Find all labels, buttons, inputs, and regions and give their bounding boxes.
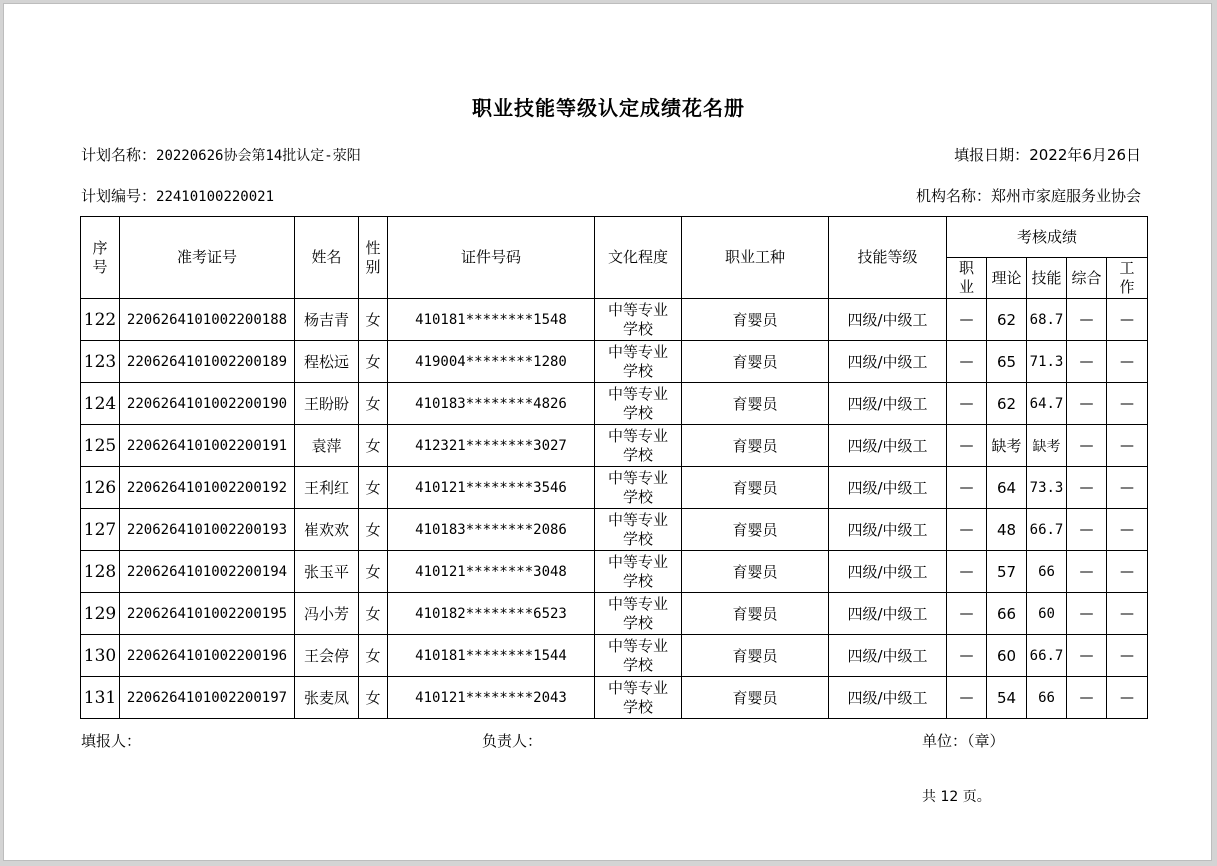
- row-id-no: 410183********2086: [388, 509, 595, 551]
- row-skill-level: 四级/中级工: [829, 509, 947, 551]
- table-row: [81, 593, 1148, 635]
- row-score-vocational: —: [947, 551, 987, 593]
- table-row: [81, 677, 1148, 719]
- report-date-label: 填报日期：: [954, 146, 1030, 164]
- row-name: 袁萍: [295, 425, 359, 467]
- row-id-no: 410181********1544: [388, 635, 595, 677]
- row-seq: 122: [81, 299, 120, 341]
- row-score-work: —: [1107, 341, 1148, 383]
- plan-name: [81, 144, 361, 165]
- table-row: [81, 635, 1148, 677]
- header-score-skill: 技能: [1027, 258, 1067, 299]
- row-id-no: 410181********1548: [388, 299, 595, 341]
- footer-filler: 填报人：: [81, 732, 142, 750]
- row-id-no: 412321********3027: [388, 425, 595, 467]
- row-score-work: —: [1107, 509, 1148, 551]
- row-seq: 123: [81, 341, 120, 383]
- report-page: [3, 3, 1212, 861]
- row-gender: 女: [359, 635, 388, 677]
- row-occupation: 育婴员: [682, 509, 829, 551]
- row-occupation: 育婴员: [682, 383, 829, 425]
- row-occupation: 育婴员: [682, 467, 829, 509]
- row-id-no: 410183********4826: [388, 383, 595, 425]
- row-score-skill: 66: [1027, 677, 1067, 719]
- row-name: 杨吉青: [295, 299, 359, 341]
- education-text: 中等专业学校: [607, 300, 668, 338]
- score-table: [80, 216, 1148, 719]
- education-text: 中等专业学校: [607, 678, 668, 716]
- education-text: 中等专业学校: [607, 342, 668, 380]
- row-gender: 女: [359, 299, 388, 341]
- table-body: [81, 299, 1148, 719]
- table-row: [81, 509, 1148, 551]
- row-score-theory: 64: [987, 467, 1027, 509]
- row-exam-no: 2206264101002200192: [120, 467, 295, 509]
- row-exam-no: 2206264101002200190: [120, 383, 295, 425]
- header-score-theory: 理论: [987, 258, 1027, 299]
- row-education: [595, 383, 682, 425]
- plan-name-value: 20220626协会第14批认定-荥阳: [156, 148, 361, 164]
- row-score-theory: 62: [987, 299, 1027, 341]
- row-score-theory: 66: [987, 593, 1027, 635]
- row-exam-no: 2206264101002200197: [120, 677, 295, 719]
- row-gender: 女: [359, 383, 388, 425]
- row-id-no: 410182********6523: [388, 593, 595, 635]
- row-score-theory: 缺考: [987, 425, 1027, 467]
- row-education: [595, 677, 682, 719]
- row-score-skill: 68.7: [1027, 299, 1067, 341]
- table-row: [81, 467, 1148, 509]
- row-exam-no: 2206264101002200188: [120, 299, 295, 341]
- row-gender: 女: [359, 593, 388, 635]
- table-row: [81, 383, 1148, 425]
- row-occupation: 育婴员: [682, 551, 829, 593]
- header-skill-level: 技能等级: [829, 217, 947, 299]
- row-score-theory: 65: [987, 341, 1027, 383]
- row-score-skill: 66.7: [1027, 509, 1067, 551]
- row-name: 张麦凤: [295, 677, 359, 719]
- row-score-theory: 62: [987, 383, 1027, 425]
- table-row: [81, 341, 1148, 383]
- row-education: [595, 509, 682, 551]
- row-skill-level: 四级/中级工: [829, 635, 947, 677]
- row-score-skill: 71.3: [1027, 341, 1067, 383]
- row-id-no: 419004********1280: [388, 341, 595, 383]
- row-score-skill: 66: [1027, 551, 1067, 593]
- row-score-vocational: —: [947, 635, 987, 677]
- plan-number: [81, 185, 274, 206]
- row-score-work: —: [1107, 383, 1148, 425]
- table-row: [81, 425, 1148, 467]
- header-id-no: 证件号码: [388, 217, 595, 299]
- education-text: 中等专业学校: [607, 594, 668, 632]
- header-gender: 性别: [359, 217, 388, 299]
- row-score-work: —: [1107, 551, 1148, 593]
- row-seq: 125: [81, 425, 120, 467]
- row-score-vocational: —: [947, 677, 987, 719]
- row-exam-no: 2206264101002200194: [120, 551, 295, 593]
- row-exam-no: 2206264101002200193: [120, 509, 295, 551]
- row-name: 崔欢欢: [295, 509, 359, 551]
- row-exam-no: 2206264101002200196: [120, 635, 295, 677]
- report-date-value: 2022年6月26日: [1029, 146, 1141, 164]
- education-text: 中等专业学校: [607, 384, 668, 422]
- row-education: [595, 551, 682, 593]
- row-score-composite: —: [1067, 299, 1107, 341]
- header-occupation: 职业工种: [682, 217, 829, 299]
- row-seq: 128: [81, 551, 120, 593]
- header-score-vocational: 职业: [947, 258, 987, 299]
- row-seq: 126: [81, 467, 120, 509]
- table-row: [81, 551, 1148, 593]
- footer-page-count: 共 12 页。: [922, 789, 991, 805]
- education-text: 中等专业学校: [607, 468, 668, 506]
- row-score-vocational: —: [947, 341, 987, 383]
- row-exam-no: 2206264101002200195: [120, 593, 295, 635]
- row-score-work: —: [1107, 425, 1148, 467]
- plan-number-label: 计划编号：: [81, 187, 157, 205]
- row-score-vocational: —: [947, 383, 987, 425]
- row-occupation: 育婴员: [682, 299, 829, 341]
- row-score-theory: 54: [987, 677, 1027, 719]
- organization-value: 郑州市家庭服务业协会: [990, 187, 1141, 205]
- report-date: [954, 144, 1141, 165]
- education-text: 中等专业学校: [607, 510, 668, 548]
- row-score-vocational: —: [947, 509, 987, 551]
- row-score-composite: —: [1067, 425, 1107, 467]
- row-score-composite: —: [1067, 383, 1107, 425]
- row-name: 王盼盼: [295, 383, 359, 425]
- row-name: 王利红: [295, 467, 359, 509]
- row-gender: 女: [359, 509, 388, 551]
- row-occupation: 育婴员: [682, 635, 829, 677]
- row-name: 王会停: [295, 635, 359, 677]
- row-score-vocational: —: [947, 593, 987, 635]
- row-gender: 女: [359, 467, 388, 509]
- plan-name-label: 计划名称：: [81, 146, 157, 164]
- row-score-work: —: [1107, 299, 1148, 341]
- row-skill-level: 四级/中级工: [829, 551, 947, 593]
- row-score-skill: 60: [1027, 593, 1067, 635]
- row-education: [595, 467, 682, 509]
- header-score-work: 工作: [1107, 258, 1148, 299]
- row-score-theory: 60: [987, 635, 1027, 677]
- row-gender: 女: [359, 551, 388, 593]
- row-score-composite: —: [1067, 677, 1107, 719]
- row-score-skill: 73.3: [1027, 467, 1067, 509]
- row-skill-level: 四级/中级工: [829, 341, 947, 383]
- row-education: [595, 635, 682, 677]
- row-skill-level: 四级/中级工: [829, 677, 947, 719]
- education-text: 中等专业学校: [607, 636, 668, 674]
- header-score-composite: 综合: [1067, 258, 1107, 299]
- row-seq: 127: [81, 509, 120, 551]
- row-score-work: —: [1107, 677, 1148, 719]
- row-skill-level: 四级/中级工: [829, 593, 947, 635]
- row-education: [595, 299, 682, 341]
- row-skill-level: 四级/中级工: [829, 425, 947, 467]
- row-gender: 女: [359, 425, 388, 467]
- row-occupation: 育婴员: [682, 425, 829, 467]
- row-score-skill: 64.7: [1027, 383, 1067, 425]
- row-score-theory: 48: [987, 509, 1027, 551]
- row-seq: 129: [81, 593, 120, 635]
- row-score-work: —: [1107, 467, 1148, 509]
- row-score-work: —: [1107, 635, 1148, 677]
- education-text: 中等专业学校: [607, 426, 668, 464]
- row-gender: 女: [359, 677, 388, 719]
- plan-number-value: 22410100220021: [156, 189, 275, 205]
- row-score-composite: —: [1067, 635, 1107, 677]
- row-score-work: —: [1107, 593, 1148, 635]
- row-score-vocational: —: [947, 425, 987, 467]
- header-exam-no: 准考证号: [120, 217, 295, 299]
- header-name: 姓名: [295, 217, 359, 299]
- row-score-vocational: —: [947, 467, 987, 509]
- row-seq: 131: [81, 677, 120, 719]
- footer-responsible: 负责人：: [482, 732, 543, 750]
- header-seq: 序号: [81, 217, 120, 299]
- row-name: 冯小芳: [295, 593, 359, 635]
- row-score-theory: 57: [987, 551, 1027, 593]
- row-name: 程松远: [295, 341, 359, 383]
- row-skill-level: 四级/中级工: [829, 299, 947, 341]
- education-text: 中等专业学校: [607, 552, 668, 590]
- row-score-composite: —: [1067, 467, 1107, 509]
- row-exam-no: 2206264101002200191: [120, 425, 295, 467]
- row-score-vocational: —: [947, 299, 987, 341]
- row-occupation: 育婴员: [682, 341, 829, 383]
- row-name: 张玉平: [295, 551, 359, 593]
- row-score-composite: —: [1067, 551, 1107, 593]
- row-id-no: 410121********3048: [388, 551, 595, 593]
- organization-label: 机构名称：: [915, 187, 991, 205]
- row-seq: 124: [81, 383, 120, 425]
- row-id-no: 410121********3546: [388, 467, 595, 509]
- row-id-no: 410121********2043: [388, 677, 595, 719]
- row-score-skill: 缺考: [1027, 425, 1067, 467]
- row-score-composite: —: [1067, 509, 1107, 551]
- row-skill-level: 四级/中级工: [829, 383, 947, 425]
- row-education: [595, 593, 682, 635]
- footer-unit: 单位：（章）: [922, 732, 1005, 750]
- row-score-composite: —: [1067, 341, 1107, 383]
- row-skill-level: 四级/中级工: [829, 467, 947, 509]
- report-title: 职业技能等级认定成绩花名册: [472, 96, 745, 120]
- row-seq: 130: [81, 635, 120, 677]
- organization: [916, 185, 1141, 206]
- row-exam-no: 2206264101002200189: [120, 341, 295, 383]
- row-score-skill: 66.7: [1027, 635, 1067, 677]
- row-occupation: 育婴员: [682, 593, 829, 635]
- row-score-composite: —: [1067, 593, 1107, 635]
- table-row: [81, 299, 1148, 341]
- header-education: 文化程度: [595, 217, 682, 299]
- row-gender: 女: [359, 341, 388, 383]
- row-education: [595, 425, 682, 467]
- row-occupation: 育婴员: [682, 677, 829, 719]
- row-education: [595, 341, 682, 383]
- header-scores-group: 考核成绩: [947, 217, 1148, 258]
